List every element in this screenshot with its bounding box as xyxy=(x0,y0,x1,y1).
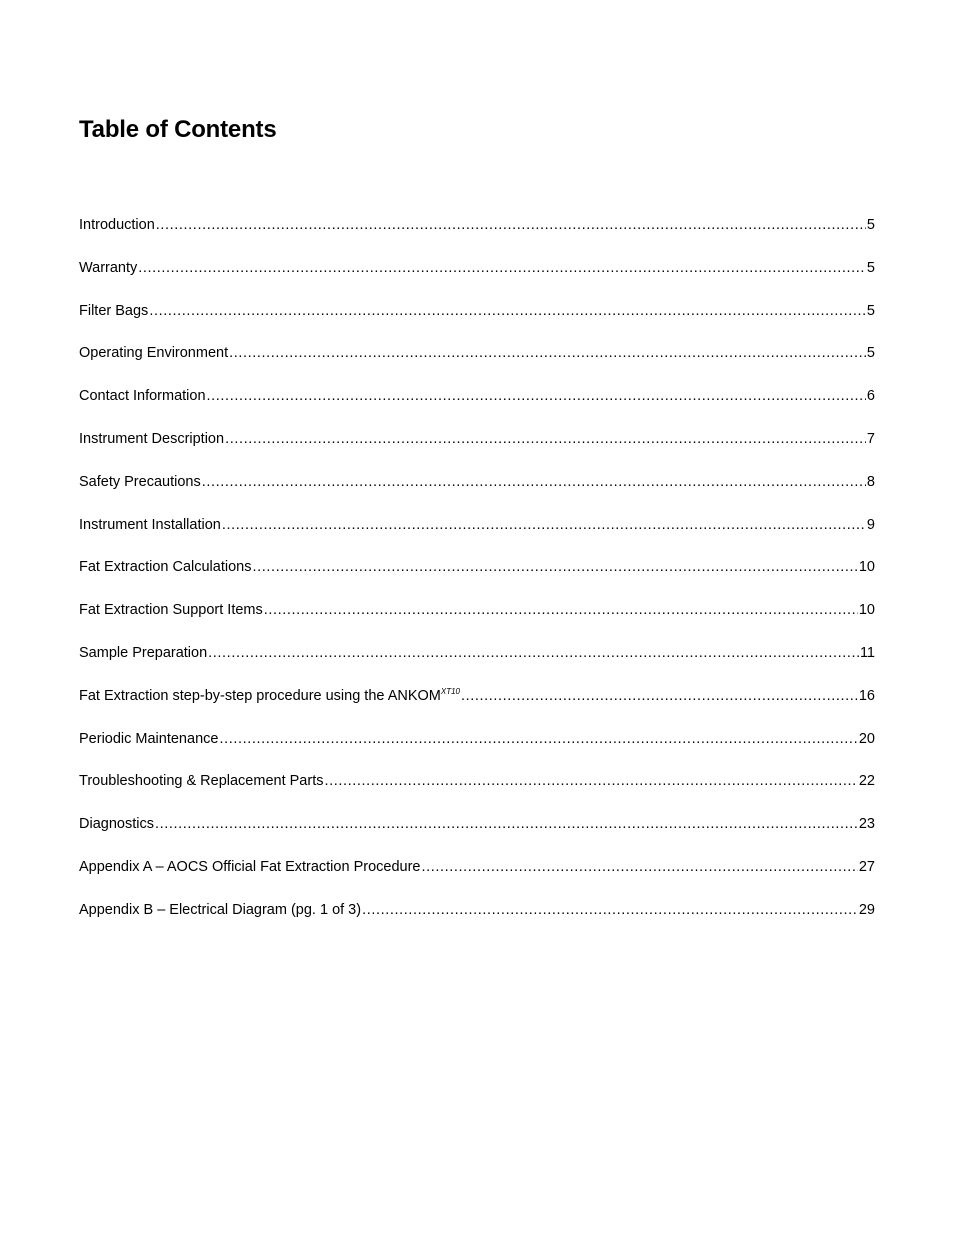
toc-entry-label xyxy=(79,428,224,450)
toc-entry-label-text: Fat Extraction Calculations xyxy=(79,559,252,576)
toc-dot-leader xyxy=(219,728,857,750)
toc-entry-label-text: Contact Information xyxy=(79,388,206,405)
toc-entry[interactable] xyxy=(79,514,875,557)
toc-entry-label xyxy=(79,685,460,707)
toc-entry[interactable] xyxy=(79,899,875,942)
toc-entry-label xyxy=(79,514,221,536)
toc-entry-label-text: Introduction xyxy=(79,217,155,233)
toc-entry[interactable] xyxy=(79,599,875,642)
toc-entry-page-number: 8 xyxy=(866,473,875,490)
toc-entry[interactable] xyxy=(79,257,875,300)
toc-entry-label xyxy=(79,257,137,279)
toc-entry-label-text: Sample Preparation xyxy=(79,644,208,661)
toc-entry-label xyxy=(79,899,361,921)
toc-entry[interactable] xyxy=(79,856,875,899)
toc-entry[interactable] xyxy=(79,428,875,471)
toc-entry[interactable] xyxy=(79,685,875,728)
table-of-contents xyxy=(79,214,875,942)
toc-entry-page-number: 9 xyxy=(866,516,875,533)
toc-entry-label xyxy=(79,599,263,621)
toc-dot-leader xyxy=(149,300,866,322)
toc-dot-leader xyxy=(229,342,866,364)
toc-entry-page-number: 5 xyxy=(866,302,875,319)
toc-entry-label-text: Safety Precautions xyxy=(79,473,201,490)
toc-entry[interactable] xyxy=(79,342,875,385)
toc-entry-page-number: 27 xyxy=(858,858,875,875)
toc-entry-label xyxy=(79,556,251,578)
toc-entry-label xyxy=(79,728,218,750)
toc-entry-label xyxy=(79,214,155,236)
toc-entry-page-number: 5 xyxy=(866,259,875,276)
toc-entry-label-text: Instrument Description xyxy=(79,430,225,447)
toc-entry-label xyxy=(79,300,148,322)
toc-entry[interactable] xyxy=(79,556,875,599)
toc-dot-leader xyxy=(208,642,859,664)
toc-dot-leader xyxy=(202,471,866,493)
toc-entry-label-text: Appendix B – Electrical Diagram (pg. 1 of 3) xyxy=(79,901,362,918)
toc-dot-leader xyxy=(225,428,866,450)
toc-entry-label-text: Appendix A – AOCS Official Fat Extraction Procedure xyxy=(79,858,421,875)
toc-dot-leader xyxy=(156,214,866,236)
toc-entry[interactable] xyxy=(79,728,875,771)
toc-entry-label-text: Fat Extraction Support Items xyxy=(79,602,263,619)
toc-entry-page-number: 5 xyxy=(866,217,875,233)
toc-entry[interactable] xyxy=(79,300,875,343)
toc-dot-leader xyxy=(362,899,858,921)
toc-entry-label xyxy=(79,770,323,792)
toc-dot-leader xyxy=(421,856,857,878)
toc-entry-page-number: 7 xyxy=(866,430,875,447)
toc-dot-leader xyxy=(155,813,858,835)
toc-entry[interactable] xyxy=(79,385,875,428)
toc-dot-leader xyxy=(252,556,857,578)
toc-entry-label-text: Instrument Installation xyxy=(79,516,221,533)
toc-dot-leader xyxy=(138,257,866,279)
toc-entry-label-text: Fat Extraction step-by-step procedure using the ANKOM xyxy=(79,687,441,704)
toc-entry[interactable] xyxy=(79,471,875,514)
toc-entry-page-number: 20 xyxy=(858,730,875,747)
toc-dot-leader xyxy=(264,599,858,621)
toc-entry-label xyxy=(79,856,420,878)
toc-dot-leader xyxy=(207,385,866,407)
toc-entry-label xyxy=(79,813,154,835)
toc-entry-page-number: 10 xyxy=(858,602,875,619)
toc-entry-page-number: 29 xyxy=(858,901,875,918)
toc-entry[interactable] xyxy=(79,642,875,685)
toc-entry-label xyxy=(79,385,206,407)
toc-entry-page-number: 22 xyxy=(858,773,875,790)
toc-entry[interactable] xyxy=(79,770,875,813)
toc-entry-page-number: 5 xyxy=(866,345,875,362)
toc-entry-page-number: 11 xyxy=(859,644,875,661)
toc-entry-label-text: Periodic Maintenance xyxy=(79,730,219,747)
toc-entry-page-number: 10 xyxy=(858,559,875,576)
toc-entry-superscript: XT10 xyxy=(440,686,460,696)
toc-entry-label-text: Filter Bags xyxy=(79,302,149,319)
toc-dot-leader xyxy=(324,770,857,792)
toc-dot-leader xyxy=(222,514,866,536)
toc-entry[interactable] xyxy=(79,813,875,856)
toc-entry-label xyxy=(79,342,228,364)
toc-entry-label-text: Warranty xyxy=(79,259,138,276)
toc-entry-page-number: 6 xyxy=(866,388,875,405)
toc-entry-label xyxy=(79,471,201,493)
toc-dot-leader xyxy=(461,685,858,707)
page-title: Table of Contents xyxy=(79,116,277,143)
toc-entry-page-number: 23 xyxy=(858,816,875,833)
toc-entry[interactable] xyxy=(79,214,875,257)
toc-entry-page-number: 16 xyxy=(858,687,875,704)
toc-entry-label-text: Operating Environment xyxy=(79,345,229,362)
toc-entry-label xyxy=(79,642,207,664)
toc-entry-label-text: Diagnostics xyxy=(79,816,154,833)
toc-entry-label-text: Troubleshooting & Replacement Parts xyxy=(79,773,324,790)
